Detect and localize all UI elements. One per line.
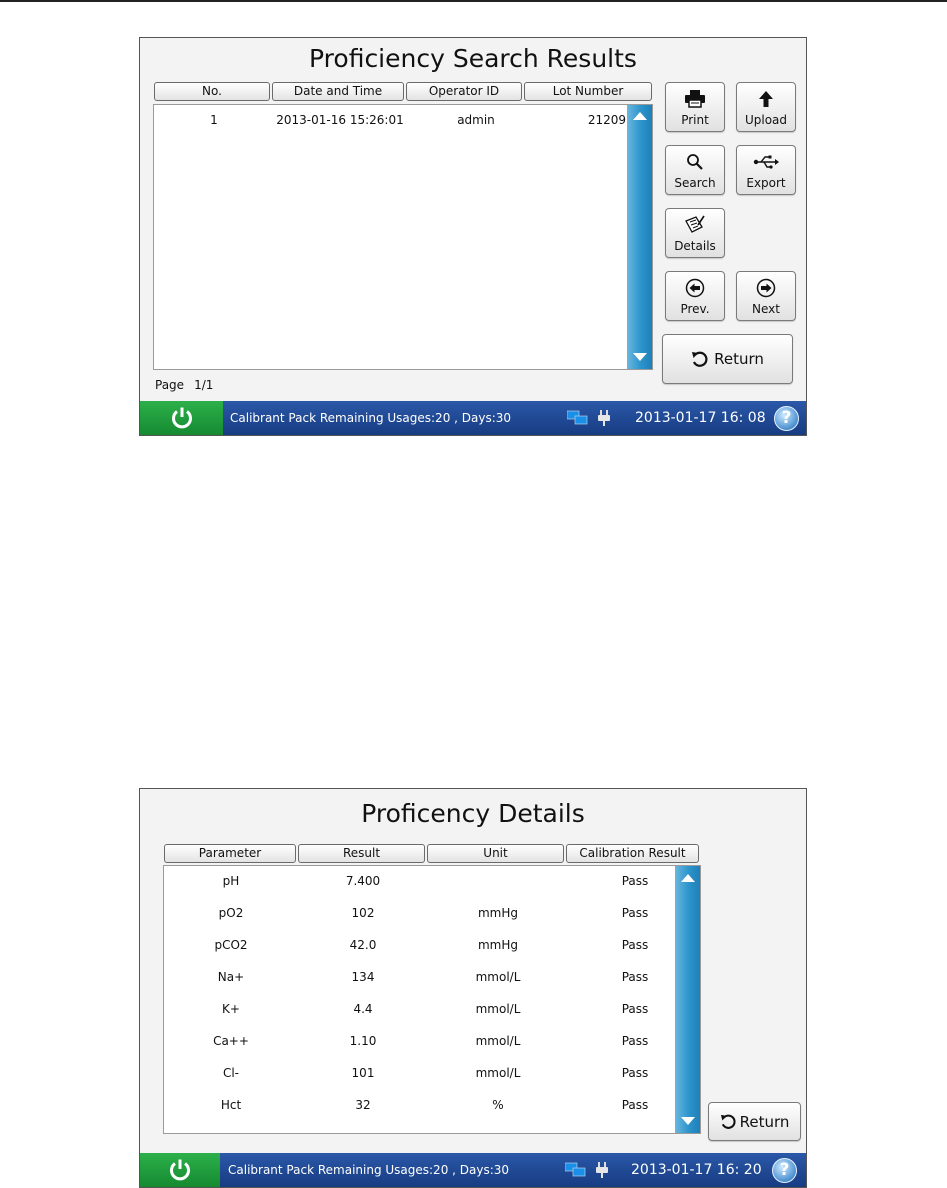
calibrant-status-text: Calibrant Pack Remaining Usages:20 , Days:30 [230,411,512,425]
power-button[interactable] [140,401,223,435]
help-button[interactable]: ? [774,406,799,431]
scroll-up-button[interactable] [627,107,652,125]
row-result: 102 [351,906,375,920]
arrow-down-icon [633,353,647,361]
row-date-time: 2013-01-16 15:26:01 [276,113,404,127]
row-parameter: pCO2 [214,938,248,952]
row-parameter: Ca++ [213,1034,249,1048]
column-header-operator-id: Operator ID [406,82,522,101]
help-button[interactable]: ? [772,1158,797,1183]
row-result: 1.10 [349,1034,377,1048]
return-button[interactable]: Return [662,334,793,384]
vertical-scrollbar[interactable] [627,105,652,369]
table-row[interactable] [154,113,624,131]
search-button[interactable]: Search [665,145,725,195]
arrow-left-circle-icon [666,278,724,298]
power-icon [170,406,194,430]
row-calibration-result: Pass [621,906,649,920]
row-result: 134 [351,970,375,984]
row-unit: mmHg [477,906,519,920]
power-icon [168,1158,192,1182]
page-top-rule [0,0,947,2]
search-icon [666,152,724,172]
row-calibration-result: Pass [621,1066,649,1080]
row-result: 4.4 [353,1002,373,1016]
export-button[interactable]: Export [736,145,796,195]
row-parameter: pH [222,874,240,888]
row-unit: mmol/L [475,1002,521,1016]
row-parameter: K+ [222,1002,240,1016]
arrow-up-icon [633,112,647,120]
row-unit: mmHg [477,938,519,952]
row-result: 32 [355,1098,371,1112]
table-row[interactable] [164,970,674,988]
vertical-scrollbar[interactable] [675,866,700,1133]
row-calibration-result: Pass [621,970,649,984]
arrow-right-circle-icon [737,278,795,298]
table-row[interactable] [164,1066,674,1084]
table-row[interactable] [164,906,674,924]
row-calibration-result: Pass [621,1034,649,1048]
calibrant-status-text: Calibrant Pack Remaining Usages:20 , Days:30 [228,1163,510,1177]
arrow-down-icon [681,1117,695,1125]
column-header-lot-number: Lot Number [524,82,652,101]
row-unit: mmol/L [475,970,521,984]
printer-icon [666,89,724,109]
scroll-down-button[interactable] [627,348,652,366]
upload-button[interactable]: Upload [736,82,796,132]
plug-icon [597,410,611,426]
row-result: 7.400 [345,874,381,888]
arrow-up-icon [737,89,795,109]
document-pen-icon [666,215,724,235]
status-datetime: 2013-01-17 16: 08 [635,410,766,426]
row-parameter: Hct [220,1098,242,1112]
table-row[interactable] [164,1098,674,1116]
network-icon [565,1162,587,1178]
page-title: Proficiency Search Results [309,44,637,73]
row-parameter: Cl- [222,1066,240,1080]
details-button[interactable]: Details [665,208,725,258]
proficiency-details-screen [139,788,807,1188]
column-header-no: No. [154,82,270,101]
row-lot-number: 21209 [587,113,626,127]
table-row[interactable] [164,1034,674,1052]
row-calibration-result: Pass [621,874,649,888]
arrow-up-icon [681,874,695,882]
status-datetime: 2013-01-17 16: 20 [631,1162,762,1178]
power-button[interactable] [140,1153,220,1187]
row-operator-id: admin [457,113,495,127]
column-header-unit: Unit [427,844,564,863]
page-indicator: Page 1/1 [155,378,214,392]
page-title: Proficency Details [361,799,585,828]
row-result: 101 [351,1066,375,1080]
next-button[interactable]: Next [736,271,796,321]
row-no: 1 [210,113,218,127]
row-calibration-result: Pass [621,1002,649,1016]
status-icons [565,1162,609,1178]
search-results-screen [139,37,807,436]
column-header-calibration-result: Calibration Result [566,844,699,863]
column-header-result: Result [298,844,425,863]
row-parameter: Na+ [217,970,245,984]
row-result: 42.0 [349,938,377,952]
row-unit: mmol/L [475,1034,521,1048]
status-bar [140,1153,806,1187]
row-calibration-result: Pass [621,1098,649,1112]
table-row[interactable] [164,938,674,956]
table-row[interactable] [164,874,674,892]
prev-button[interactable]: Prev. [665,271,725,321]
print-button[interactable]: Print [665,82,725,132]
usb-icon [737,152,795,172]
plug-icon [595,1162,609,1178]
status-bar [140,401,806,435]
scroll-up-button[interactable] [675,869,700,887]
row-unit: % [492,1098,504,1112]
network-icon [567,410,589,426]
row-unit: mmol/L [475,1066,521,1080]
scroll-down-button[interactable] [675,1112,700,1130]
results-list[interactable] [153,104,653,370]
return-button[interactable]: Return [708,1102,801,1141]
column-header-date-time: Date and Time [272,82,404,101]
row-parameter: pO2 [218,906,244,920]
return-icon [720,1113,737,1130]
parameter-list[interactable] [163,865,701,1134]
column-header-parameter: Parameter [164,844,296,863]
return-icon [691,350,709,368]
status-icons [567,410,611,426]
row-calibration-result: Pass [621,938,649,952]
table-row[interactable] [164,1002,674,1020]
